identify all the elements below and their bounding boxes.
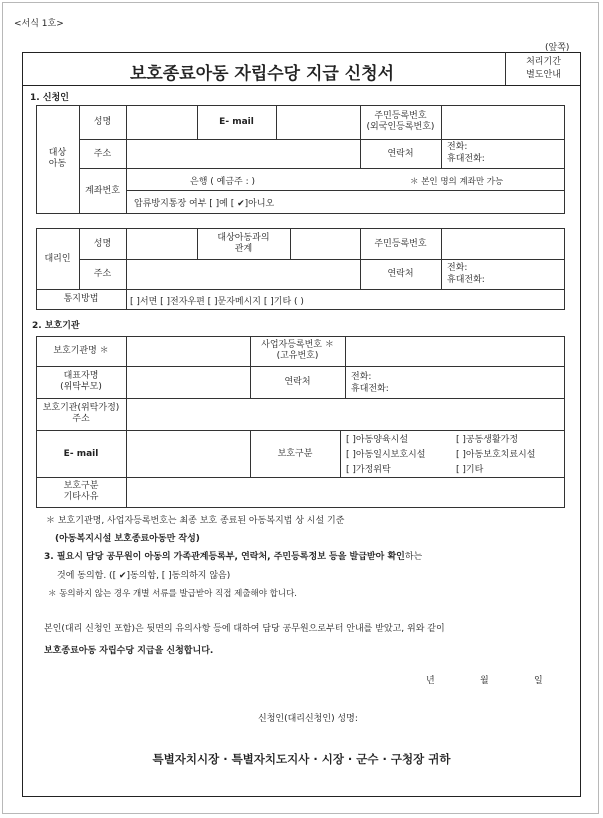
org-address-label bbox=[36, 398, 126, 430]
org-email-input[interactable] bbox=[126, 430, 250, 477]
protect-type-options-col1[interactable] bbox=[346, 433, 425, 478]
consent-suffix: 하는 bbox=[404, 552, 423, 562]
org-contact-label: 연락처 bbox=[284, 377, 311, 387]
child-mobile-label: 휴대전화: bbox=[447, 154, 485, 164]
child-contact-label: 연락처 bbox=[387, 148, 414, 159]
agent-mobile-label: 휴대전화: bbox=[447, 275, 485, 285]
child-rrn-input[interactable] bbox=[441, 105, 564, 139]
statement-line2: 보호종료아동 자립수당 지급을 신청합니다. bbox=[44, 646, 214, 656]
child-address-input[interactable] bbox=[126, 139, 360, 168]
addressee: 특별자치시장 · 특별자치도지사 · 시장 · 군수 · 구청장 귀하 bbox=[152, 752, 451, 766]
processing-period-value: 별도안내 bbox=[526, 70, 561, 80]
account-label: 계좌번호 bbox=[85, 185, 120, 196]
org-contact-fields[interactable] bbox=[351, 371, 389, 395]
org-name-label: 보호기관명 ＊ bbox=[53, 346, 109, 356]
form-side-tag: (앞쪽) bbox=[545, 43, 570, 53]
child-rrn-label bbox=[360, 105, 441, 139]
agent-label: 대리인 bbox=[44, 253, 71, 264]
child-name-label: 성명 bbox=[93, 117, 112, 127]
section-protection-heading: 2. 보호기관 bbox=[32, 321, 80, 331]
org-name-input[interactable] bbox=[126, 336, 250, 366]
other-reason-label bbox=[36, 477, 126, 507]
seizure-protected-account-options[interactable]: 압류방지통장 여부 [ ]예 [ ✔]아니오 bbox=[134, 199, 275, 209]
representative-label-line1: 대표자명 bbox=[63, 371, 99, 381]
other-reason-label-line2: 기타사유 bbox=[63, 492, 99, 502]
agent-relation-label-line1: 대상아동과의 bbox=[217, 232, 270, 243]
org-address-input[interactable] bbox=[126, 398, 564, 430]
agent-contact-fields[interactable] bbox=[447, 262, 485, 286]
form-title: 보호종료아동 자립수당 지급 신청서 bbox=[129, 64, 395, 84]
representative-label-line2: (위탁부모) bbox=[60, 382, 102, 392]
date-month[interactable]: 월 bbox=[480, 676, 489, 686]
date-day[interactable]: 일 bbox=[534, 676, 543, 686]
agent-address-label: 주소 bbox=[93, 269, 112, 279]
child-name-input[interactable] bbox=[126, 105, 197, 139]
consent-statement-line1 bbox=[44, 549, 422, 562]
child-email-input[interactable] bbox=[276, 105, 360, 139]
notify-method-options[interactable]: [ ]서면 [ ]전자우편 [ ]문자메시지 [ ]기타 ( ) bbox=[130, 297, 304, 307]
biz-number-input[interactable] bbox=[345, 336, 564, 366]
biz-number-label-line2: (고유번호) bbox=[276, 351, 319, 361]
protect-type-options-col2[interactable] bbox=[456, 433, 535, 478]
note-org-basis: ＊ 보호기관명, 사업자등록번호는 최종 보호 종료된 아동복지법 상 시설 기준 bbox=[46, 516, 345, 526]
option-other[interactable]: [ ]기타 bbox=[456, 465, 484, 475]
note-facility-only: (아동복지시설 보호종료아동만 작성) bbox=[55, 534, 200, 544]
org-email-label: E- mail bbox=[63, 448, 99, 459]
child-contact-fields[interactable] bbox=[447, 141, 485, 165]
signature-label[interactable]: 신청인(대리신청인) 성명: bbox=[258, 714, 358, 724]
agent-phone-label: 전화: bbox=[447, 263, 468, 273]
consent-bold-text: 담당 공무원이 아동의 가족관계등록부, 연락처, 주민등록정보 등을 발급받아 확인 bbox=[86, 552, 405, 562]
target-child-label-line2: 아동 bbox=[48, 159, 67, 169]
agent-address-input[interactable] bbox=[126, 259, 360, 289]
org-address-label-line2: 주소 bbox=[72, 414, 90, 424]
agent-contact-label: 연락처 bbox=[387, 269, 414, 279]
consent-options[interactable]: 것에 동의함. ([ ✔]동의함, [ ]동의하지 않음) bbox=[57, 571, 231, 581]
note-no-consent: ＊ 동의하지 않는 경우 개별 서류를 발급받아 직접 제출해야 합니다. bbox=[48, 589, 298, 599]
bank-account-line[interactable]: 은행 ( 예금주 : ) bbox=[190, 177, 255, 187]
section-applicant-heading: 1. 신청인 bbox=[30, 93, 69, 103]
form-number: <서식 1호> bbox=[14, 19, 64, 29]
org-address-label-line1: 보호기관(위탁가정) bbox=[42, 403, 120, 413]
processing-period-label: 처리기간 bbox=[526, 57, 561, 67]
agent-rrn-input[interactable] bbox=[441, 228, 564, 259]
representative-label bbox=[36, 366, 126, 398]
agent-rrn-label: 주민등록번호 bbox=[374, 238, 427, 249]
consent-number: 3. 필요시 bbox=[44, 552, 87, 562]
processing-period bbox=[506, 56, 581, 82]
child-rrn-label-line1: 주민등록번호 bbox=[374, 111, 427, 121]
other-reason-label-line1: 보호구분 bbox=[63, 481, 99, 491]
biz-number-label-line1: 사업자등록번호 ＊ bbox=[261, 340, 334, 350]
agent-relation-label bbox=[197, 228, 290, 259]
option-temporary-shelter[interactable]: [ ]아동일시보호시설 bbox=[346, 450, 426, 460]
option-group-home[interactable]: [ ]공동생활가정 bbox=[456, 435, 519, 445]
org-phone-label: 전화: bbox=[351, 372, 372, 382]
agent-name-label: 성명 bbox=[93, 238, 112, 249]
option-treatment-facility[interactable]: [ ]아동보호치료시설 bbox=[456, 450, 536, 460]
org-mobile-label: 휴대전화: bbox=[351, 384, 389, 394]
own-account-note: ＊ 본인 명의 계좌만 가능 bbox=[410, 177, 504, 187]
other-reason-input[interactable] bbox=[126, 477, 564, 507]
agent-relation-label-line2: 관계 bbox=[234, 243, 253, 254]
child-address-label: 주소 bbox=[93, 148, 112, 159]
option-child-care-facility[interactable]: [ ]아동양육시설 bbox=[346, 435, 409, 445]
biz-number-label bbox=[250, 336, 345, 366]
date-year[interactable]: 년 bbox=[426, 676, 435, 686]
option-foster-care[interactable]: [ ]가정위탁 bbox=[346, 465, 391, 475]
agent-relation-input[interactable] bbox=[290, 228, 360, 259]
target-child-label bbox=[36, 105, 79, 213]
notify-method-label: 통지방법 bbox=[63, 294, 99, 304]
target-child-label-line1: 대상 bbox=[48, 148, 67, 158]
child-email-label: E- mail bbox=[219, 117, 254, 127]
agent-name-input[interactable] bbox=[126, 228, 197, 259]
child-rrn-label-line2: (외국인등록번호) bbox=[366, 122, 435, 132]
protect-type-label: 보호구분 bbox=[277, 448, 313, 459]
statement-line1: 본인(대리 신청인 포함)은 뒷면의 유의사항 등에 대하여 담당 공무원으로부터 안내를 받았고, 위와 같이 bbox=[44, 624, 445, 634]
child-phone-label: 전화: bbox=[447, 142, 468, 152]
representative-input[interactable] bbox=[126, 366, 250, 398]
